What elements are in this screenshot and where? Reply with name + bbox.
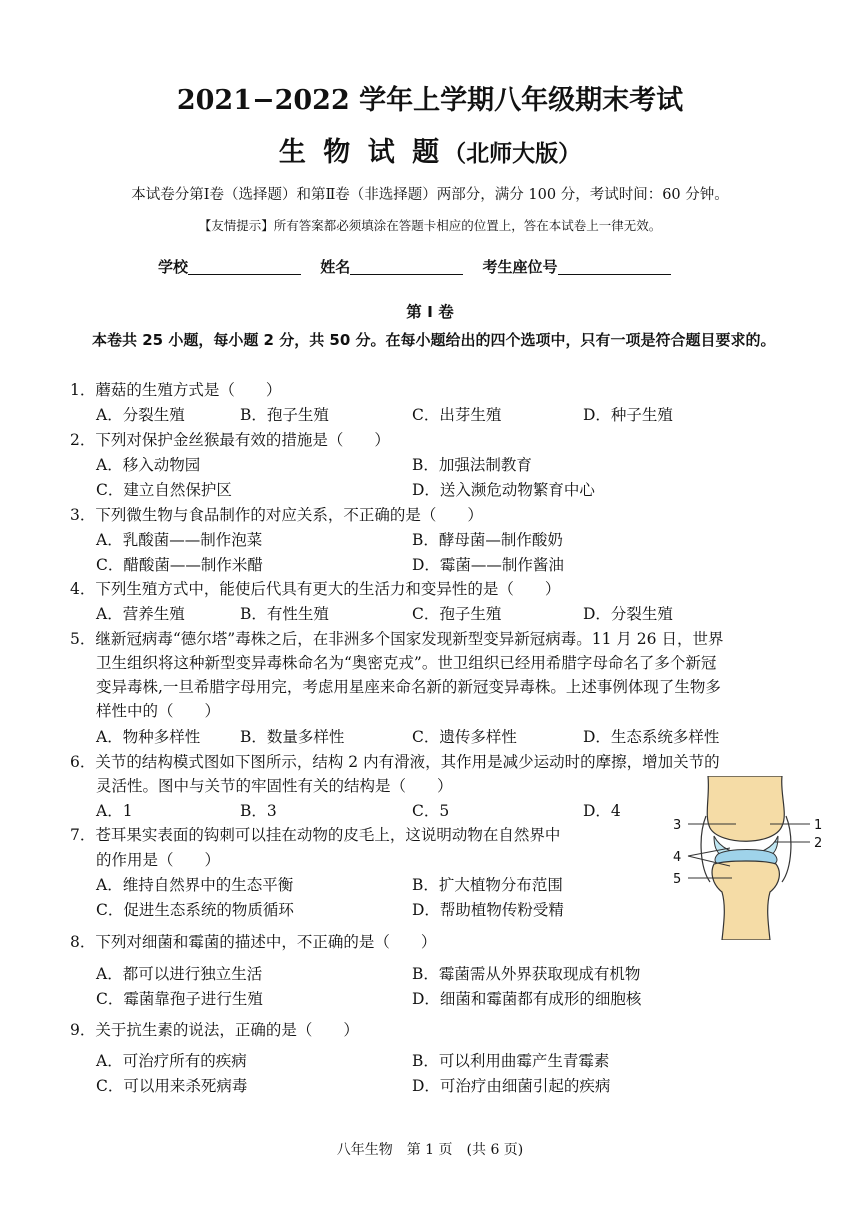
question-9-option-c: C．可以用来杀死病毒 bbox=[96, 1077, 248, 1095]
question-2-option-a: A．移入动物园 bbox=[96, 456, 201, 474]
question-8-option-c: C．霉菌靠孢子进行生殖 bbox=[96, 990, 263, 1008]
question-4-option-d: D．分裂生殖 bbox=[583, 605, 673, 623]
question-6-stem-line-2: 灵活性。图中与关节的牢固性有关的结构是（ ） bbox=[96, 777, 453, 795]
question-4-option-b: B．有性生殖 bbox=[240, 605, 329, 623]
exam-title: 2021−2022 学年上学期八年级期末考试 bbox=[176, 85, 684, 116]
question-4-stem: 4．下列生殖方式中，能使后代具有更大的生活力和变异性的是（ ） bbox=[70, 580, 561, 598]
seat-label: 考生座位号 bbox=[482, 258, 558, 276]
question-5-option-d: D．生态系统多样性 bbox=[583, 728, 720, 746]
question-7-stem-line-1: 7．苍耳果实表面的钩刺可以挂在动物的皮毛上，这说明动物在自然界中 bbox=[70, 826, 561, 844]
upper-bone bbox=[707, 776, 784, 841]
question-7-option-c: C．促进生态系统的物质循环 bbox=[96, 901, 294, 919]
student-info-fields bbox=[158, 256, 685, 277]
question-1-option-b: B．孢子生殖 bbox=[240, 406, 329, 424]
question-5-option-c: C．遗传多样性 bbox=[412, 728, 517, 746]
question-2-option-c: C．建立自然保护区 bbox=[96, 481, 232, 499]
question-5-stem-line-4: 样性中的（ ） bbox=[96, 702, 221, 720]
question-7-option-d: D．帮助植物传粉受精 bbox=[412, 901, 564, 919]
question-2-option-b: B．加强法制教育 bbox=[412, 456, 532, 474]
question-1-option-c: C．出芽生殖 bbox=[412, 406, 502, 424]
question-7-option-b: B．扩大植物分布范围 bbox=[412, 876, 563, 894]
question-3-option-d: D．霉菌——制作酱油 bbox=[412, 556, 564, 574]
question-5-option-b: B．数量多样性 bbox=[240, 728, 345, 746]
subject-title: 生 物 试 题 bbox=[278, 137, 444, 168]
question-1-option-d: D．种子生殖 bbox=[583, 406, 673, 424]
section-instructions: 本卷共 25 小题，每小题 2 分，共 50 分。在每小题给出的四个选项中，只有一项是符合题目要求的。 bbox=[92, 331, 776, 349]
exam-subtitle bbox=[0, 130, 860, 169]
question-8-option-a: A．都可以进行独立生活 bbox=[96, 965, 263, 983]
question-4-option-a: A．营养生殖 bbox=[96, 605, 185, 623]
question-3-option-c: C．醋酸菌——制作米醋 bbox=[96, 556, 263, 574]
name-blank bbox=[350, 258, 463, 275]
diagram-label-5: 5 bbox=[673, 872, 682, 887]
question-6-option-a: A．1 bbox=[96, 802, 133, 820]
question-6-stem-line-1: 6．关节的结构模式图如下图所示，结构 2 内有滑液，其作用是减少运动时的摩擦，增加关节的 bbox=[70, 753, 720, 771]
question-1-stem: 1．蘑菇的生殖方式是（ ） bbox=[70, 381, 282, 399]
name-label: 姓名 bbox=[320, 258, 351, 276]
page-footer: 八年生物 第 1 页 (共 6 页) bbox=[336, 1142, 524, 1158]
diagram-label-1: 1 bbox=[814, 818, 823, 833]
joint-structure-diagram bbox=[670, 776, 840, 940]
school-label: 学校 bbox=[158, 258, 189, 276]
lower-bone bbox=[712, 861, 779, 940]
diagram-label-4: 4 bbox=[673, 850, 682, 865]
seat-blank bbox=[558, 258, 671, 275]
question-3-stem: 3．下列微生物与食品制作的对应关系，不正确的是（ ） bbox=[70, 506, 483, 524]
question-9-option-b: B．可以利用曲霉产生青霉素 bbox=[412, 1052, 610, 1070]
question-3-option-a: A．乳酸菌——制作泡菜 bbox=[96, 531, 263, 549]
friendly-tip: 【友情提示】所有答案都必须填涂在答题卡相应的位置上，答在本试卷上一律无效。 bbox=[198, 218, 662, 233]
question-5-stem-line-3: 变异毒株,一旦希腊字母用完，考虑用星座来命名新的新冠变异毒株。上述事例体现了生物多 bbox=[96, 678, 721, 696]
question-1-option-a: A．分裂生殖 bbox=[96, 406, 185, 424]
diagram-label-2: 2 bbox=[814, 836, 823, 851]
question-7-option-a: A．维持自然界中的生态平衡 bbox=[96, 876, 294, 894]
question-6-option-b: B．3 bbox=[240, 802, 277, 820]
question-9-option-d: D．可治疗由细菌引起的疾病 bbox=[412, 1077, 611, 1095]
exam-intro: 本试卷分第Ⅰ卷（选择题）和第Ⅱ卷（非选择题）两部分，满分 100 分，考试时间：60 分钟。 bbox=[131, 187, 729, 203]
question-9-stem: 9．关于抗生素的说法，正确的是（ ） bbox=[70, 1021, 359, 1039]
question-2-option-d: D．送入濒危动物繁育中心 bbox=[412, 481, 595, 499]
question-3-option-b: B．酵母菌—制作酸奶 bbox=[412, 531, 563, 549]
school-blank bbox=[188, 258, 301, 275]
diagram-label-3: 3 bbox=[673, 818, 682, 833]
question-8-stem: 8．下列对细菌和霉菌的描述中，不正确的是（ ） bbox=[70, 933, 437, 951]
question-5-option-a: A．物种多样性 bbox=[96, 728, 201, 746]
question-8-option-b: B．霉菌需从外界获取现成有机物 bbox=[412, 965, 641, 983]
question-6-option-d: D．4 bbox=[583, 802, 621, 820]
edition-label: （北师大版） bbox=[443, 141, 582, 167]
question-6-option-c: C．5 bbox=[412, 802, 450, 820]
question-5-stem-line-1: 5．继新冠病毒“德尔塔”毒株之后，在非洲多个国家发现新型变异新冠病毒。11 月 26 日，世界 bbox=[70, 630, 724, 648]
question-8-option-d: D．细菌和霉菌都有成形的细胞核 bbox=[412, 990, 642, 1008]
question-5-stem-line-2: 卫生组织将这种新型变异毒株命名为“奥密克戎”。世卫组织已经用希腊字母命名了多个新冠 bbox=[96, 654, 717, 672]
question-7-stem-line-2: 的作用是（ ） bbox=[96, 851, 221, 869]
section-title: 第 Ⅰ 卷 bbox=[406, 303, 454, 321]
question-4-option-c: C．孢子生殖 bbox=[412, 605, 502, 623]
question-2-stem: 2．下列对保护金丝猴最有效的措施是（ ） bbox=[70, 431, 390, 449]
question-9-option-a: A．可治疗所有的疾病 bbox=[96, 1052, 247, 1070]
